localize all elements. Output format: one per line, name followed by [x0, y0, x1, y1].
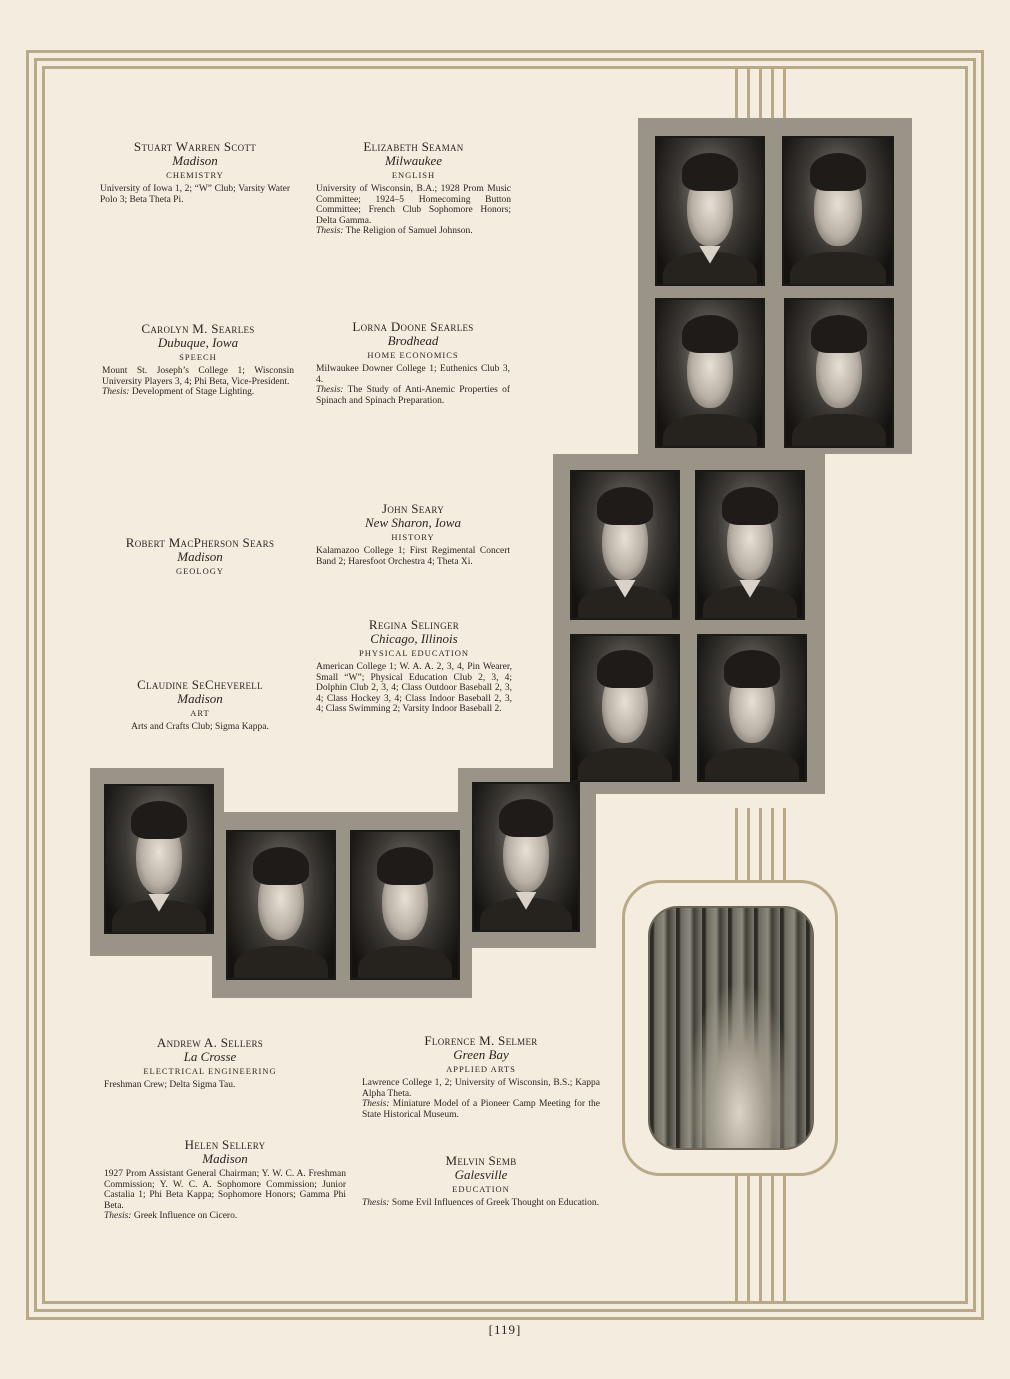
ornament-line	[747, 808, 750, 880]
entry-name: Melvin Semb	[445, 1153, 517, 1168]
forest-path-photo	[648, 906, 814, 1150]
entry-dept: ELECTRICAL ENGINEERING	[143, 1066, 277, 1076]
entry-activities: University of Wisconsin, B.A.; 1928 Prom Music Committee; 1924–5 Homecoming Button Committee; French Club Sophomore Honors; Delta Gamma.	[316, 184, 511, 226]
ornament-line	[747, 1176, 750, 1304]
entry-activities: American College 1; W. A. A. 2, 3, 4, Pin Wearer, Small “W”; Physical Education Club 2, 3, 4; Dolphin Club 2, 3, 4; Class Outdoor Baseball 2, 3, 4; Class Hockey 3, 4; Class Indoor Baseball 2, 3, 4; Class Swimming 2; Varsity Indoor Baseball 2.	[316, 662, 512, 714]
entry-selinger	[316, 618, 512, 715]
entry-name: Florence M. Selmer	[424, 1033, 538, 1048]
ornament-line	[783, 1176, 786, 1304]
portrait-photo	[784, 298, 894, 448]
portrait-photo	[655, 136, 765, 286]
portrait-photo	[570, 470, 680, 620]
entry-sellers	[104, 1036, 316, 1091]
entry-thesis: Thesis: Development of Stage Lighting.	[102, 387, 255, 397]
portrait-photo	[655, 298, 765, 448]
portrait-photo	[472, 782, 580, 932]
ornament-line	[759, 808, 762, 880]
entry-town: Green Bay	[453, 1047, 509, 1062]
ornament-line	[747, 66, 750, 118]
entry-name: Carolyn M. Searles	[141, 321, 255, 336]
portrait-photo	[226, 830, 336, 980]
entry-activities: Milwaukee Downer College 1; Euthenics Club 3, 4.	[316, 364, 510, 385]
portrait-photo	[570, 634, 680, 782]
ornament-line	[759, 66, 762, 118]
entry-activities: University of Iowa 1, 2; “W” Club; Varsity Water Polo 3; Beta Theta Pi.	[100, 184, 290, 205]
entry-town: Madison	[177, 691, 223, 706]
ornament-line	[759, 1176, 762, 1304]
entry-town: Brodhead	[387, 333, 439, 348]
ornament-line	[771, 808, 774, 880]
entry-town: Madison	[172, 153, 218, 168]
entry-activities: 1927 Prom Assistant General Chairman; Y. W. C. A. Freshman Commission; Y. W. C. A. Sophomore Commission; Junior Castalia 1; Phi Beta Kappa; Sophomore Honors; Gamma Phi Beta.	[104, 1169, 346, 1211]
entry-town: La Crosse	[183, 1049, 237, 1064]
entry-name: Andrew A. Sellers	[156, 1035, 264, 1050]
entry-name: Claudine SeCheverell	[137, 677, 263, 692]
ornament-line	[735, 808, 738, 880]
page-number: [119]	[488, 1322, 522, 1337]
entry-sellery	[104, 1138, 346, 1222]
entry-dept: CHEMISTRY	[166, 170, 224, 180]
entry-selmer	[362, 1034, 600, 1120]
entry-activities: Arts and Crafts Club; Sigma Kappa.	[131, 722, 269, 732]
entry-activities: Lawrence College 1, 2; University of Wisconsin, B.S.; Kappa Alpha Theta.	[362, 1078, 600, 1099]
entry-activities: Mount St. Joseph’s College 1; Wisconsin University Players 3, 4; Phi Beta, Vice-President.	[102, 366, 294, 387]
entry-scott	[100, 140, 290, 205]
entry-dept: GEOLOGY	[175, 566, 225, 576]
ornament-line	[771, 66, 774, 118]
entry-seary	[316, 502, 510, 567]
entry-semb	[362, 1154, 600, 1209]
entry-thesis: Thesis: Miniature Model of a Pioneer Camp Meeting for the State Historical Museum.	[362, 1099, 600, 1120]
entry-town: New Sharon, Iowa	[365, 515, 461, 530]
entry-town: Galesville	[454, 1167, 508, 1182]
entry-name: Regina Selinger	[368, 617, 460, 632]
entry-town: Milwaukee	[384, 153, 443, 168]
entry-name: Helen Sellery	[184, 1137, 266, 1152]
ornament-line	[783, 66, 786, 118]
entry-dept: PHYSICAL EDUCATION	[358, 648, 469, 658]
entry-lorna-searles	[316, 320, 510, 406]
portrait-photo	[695, 470, 805, 620]
entry-seaman	[316, 140, 511, 237]
entry-carolyn-searles	[102, 322, 294, 398]
entry-dept: ART	[190, 708, 210, 718]
ornament-line	[783, 808, 786, 880]
portrait-photo	[104, 784, 214, 934]
portrait-photo	[350, 830, 460, 980]
entry-town: Madison	[202, 1151, 248, 1166]
entry-name: Lorna Doone Searles	[352, 319, 474, 334]
entry-dept: EDUCATION	[452, 1184, 510, 1194]
ornament-line	[735, 1176, 738, 1304]
entry-dept: HOME ECONOMICS	[367, 350, 459, 360]
entry-thesis: Thesis: The Study of Anti-Anemic Properties of Spinach and Spinach Preparation.	[316, 385, 510, 406]
ornament-line	[771, 1176, 774, 1304]
entry-sears	[96, 536, 304, 580]
entry-town: Dubuque, Iowa	[157, 335, 239, 350]
entry-town: Chicago, Illinois	[370, 631, 458, 646]
portrait-photo	[782, 136, 894, 286]
portrait-photo	[697, 634, 807, 782]
entry-thesis: Thesis: The Religion of Samuel Johnson.	[316, 226, 473, 236]
entry-name: Elizabeth Seaman	[363, 139, 464, 154]
entry-thesis: Thesis: Some Evil Influences of Greek Thought on Education.	[362, 1198, 600, 1208]
entry-dept: APPLIED ARTS	[446, 1064, 516, 1074]
ornament-line	[735, 66, 738, 118]
entry-dept: SPEECH	[179, 352, 217, 362]
entry-name: Robert MacPherson Sears	[125, 535, 275, 550]
entry-thesis: Thesis: Greek Influence on Cicero.	[104, 1211, 238, 1221]
entry-activities: Kalamazoo College 1; First Regimental Concert Band 2; Haresfoot Orchestra 4; Theta Xi.	[316, 546, 510, 567]
entry-name: Stuart Warren Scott	[133, 139, 257, 154]
entry-town: Madison	[177, 549, 223, 564]
entry-dept: HISTORY	[391, 532, 435, 542]
entry-secheverell	[98, 678, 302, 733]
entry-dept: ENGLISH	[391, 170, 436, 180]
entry-name: John Seary	[381, 501, 445, 516]
entry-activities: Freshman Crew; Delta Sigma Tau.	[104, 1080, 236, 1090]
